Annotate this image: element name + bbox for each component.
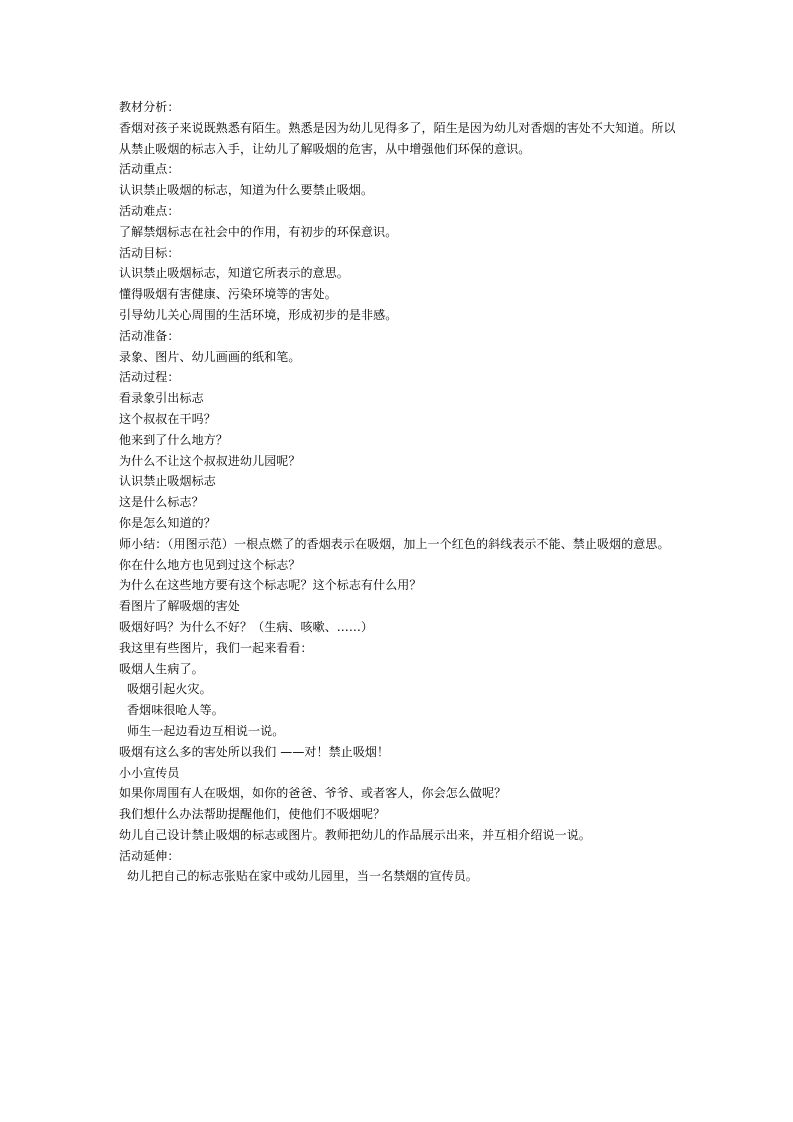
text-line: 师小结：（用图示范）一根点燃了的香烟表示在吸烟，加上一个红色的斜线表示不能、禁止吸烟的意思。 [119,536,670,551]
text-line: 他来到了什么地方？ [119,432,228,447]
text-line: 认识禁止吸烟标志，知道它所表示的意思。 [119,266,349,281]
text-line: 活动过程： [119,370,180,385]
text-line: 这个叔叔在干吗？ [119,411,216,426]
text-line: 吸烟好吗？为什么不好？（生病、咳嗽、……） [119,619,374,634]
text-line: 吸烟人生病了。 [119,661,204,676]
text-line: 活动重点： [119,162,180,177]
text-line: 你在什么地方也见到过这个标志？ [119,557,301,572]
text-line: 幼儿自己设计禁止吸烟的标志或图片。教师把幼儿的作品展示出来，并互相介绍说一说。 [119,827,591,842]
text-line: 师生一起边看边互相说一说。 [127,723,285,738]
text-line: 认识禁止吸烟标志 [119,474,216,489]
text-line: 我们想什么办法帮助提醒他们，使他们不吸烟呢？ [119,807,386,822]
text-line: 懂得吸烟有害健康、污染环境等的害处。 [119,287,337,302]
text-line: 吸烟有这么多的害处所以我们 ——对！禁止吸烟！ [119,744,390,759]
text-line: 吸烟引起火灾。 [127,682,212,697]
text-line: 录象、图片、幼儿画画的纸和笔。 [119,349,301,364]
text-line: 活动准备： [119,328,180,343]
text-line: 从禁止吸烟的标志入手，让幼儿了解吸烟的危害，从中增强他们环保的意识。 [119,141,531,156]
text-line: 如果你周围有人在吸烟，如你的爸爸、爷爷、或者客人，你会怎么做呢？ [119,786,507,801]
text-line: 为什么在这些地方要有这个标志呢？这个标志有什么用？ [119,578,422,593]
text-line: 教材分析： [119,100,180,114]
text-line: 引导幼儿关心周围的生活环境，形成初步的是非感。 [119,307,398,322]
text-line: 小小宣传员 [119,765,180,780]
text-line: 为什么不让这个叔叔进幼儿园呢？ [119,453,301,468]
text-line: 幼儿把自己的标志张贴在家中或幼儿园里，当一名禁烟的宣传员。 [127,869,478,884]
text-line: 看图片了解吸烟的害处 [119,599,241,614]
text-line: 香烟味很呛人等。 [127,703,224,718]
document-body [119,97,684,887]
text-line: 活动难点： [119,203,180,218]
text-line: 认识禁止吸烟的标志，知道为什么要禁止吸烟。 [119,183,374,198]
text-line: 看录象引出标志 [119,391,204,406]
text-line: 活动延伸： [119,848,180,863]
text-line: 你是怎么知道的？ [119,515,216,530]
text-line: 了解禁烟标志在社会中的作用，有初步的环保意识。 [119,224,398,239]
text-line: 活动目标： [119,245,180,260]
text-line: 这是什么标志？ [119,495,204,510]
text-line: 香烟对孩子来说既熟悉有陌生。熟悉是因为幼儿见得多了，陌生是因为幼儿对香烟的害处不大知道。所以 [119,120,676,135]
text-line: 我这里有些图片，我们一起来看看： [119,640,313,655]
